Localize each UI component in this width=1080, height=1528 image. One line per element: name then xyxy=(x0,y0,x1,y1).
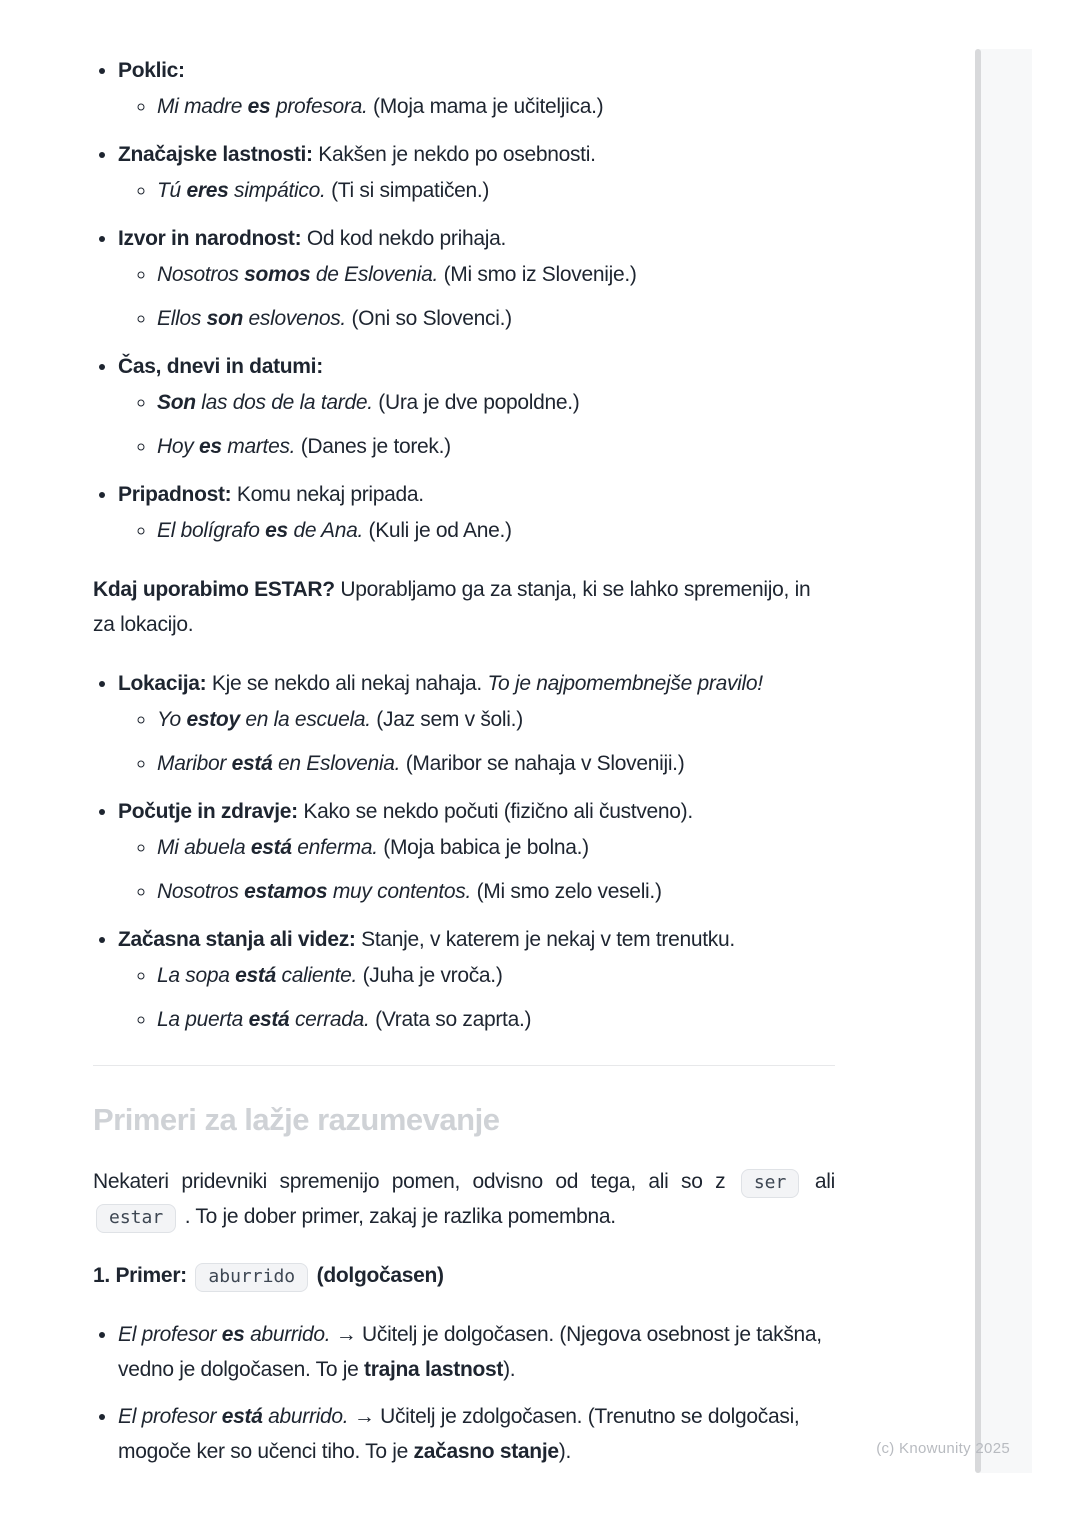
example-sublist xyxy=(118,830,835,909)
example-text: Ellos son eslovenos. (Oni so Slovenci.) xyxy=(157,307,512,330)
list-term: Začasna stanja ali videz: Stanje, v katerem je nekaj v tem trenutku. xyxy=(118,928,735,951)
example-text: Mi abuela está enferma. (Moja babica je bolna.) xyxy=(157,836,589,859)
example-item xyxy=(157,746,835,781)
example-item xyxy=(157,513,835,548)
watermark: (c) Knowunity 2025 xyxy=(876,1440,1010,1457)
example-text: Mi madre es profesora. (Moja mama je učiteljica.) xyxy=(157,95,604,118)
list-term: Čas, dnevi in datumi: xyxy=(118,355,323,378)
example-text: La puerta está cerrada. (Vrata so zaprta.) xyxy=(157,1008,532,1031)
primer-item-text: El profesor es aburrido. → Učitelj je dolgočasen. (Njegova osebnost je takšna, vedno je dolgočasen. To je trajna lastnost). xyxy=(118,1323,822,1381)
list-item xyxy=(118,477,835,548)
list-term: Počutje in zdravje: Kako se nekdo počuti (fizično ali čustveno). xyxy=(118,800,693,823)
example-text: Nosotros estamos muy contentos. (Mi smo zelo veseli.) xyxy=(157,880,662,903)
example-item xyxy=(157,429,835,464)
list-term: Značajske lastnosti: Kakšen je nekdo po osebnosti. xyxy=(118,143,596,166)
example-item xyxy=(157,958,835,993)
primer-1-label: 1. Primer: aburrido (dolgočasen) xyxy=(93,1258,835,1293)
estar-intro-paragraph: Kdaj uporabimo ESTAR? Uporabljamo ga za stanja, ki se lahko spremenijo, in za lokacijo. xyxy=(93,578,811,636)
list-item xyxy=(118,1317,835,1387)
example-sublist xyxy=(118,702,835,781)
example-item xyxy=(157,173,835,208)
document-page xyxy=(93,53,835,1469)
example-sublist xyxy=(118,89,835,124)
list-term: Lokacija: Kje se nekdo ali nekaj nahaja. To je najpomembnejše pravilo! xyxy=(118,672,763,695)
example-text: Hoy es martes. (Danes je torek.) xyxy=(157,435,451,458)
example-item xyxy=(157,702,835,737)
example-item xyxy=(157,301,835,336)
list-item xyxy=(118,794,835,909)
inline-code-chip: ser xyxy=(741,1169,800,1198)
example-sublist xyxy=(118,513,835,548)
example-text: La sopa está caliente. (Juha je vroča.) xyxy=(157,964,503,987)
example-text: Tú eres simpático. (Ti si simpatičen.) xyxy=(157,179,490,202)
example-item xyxy=(157,385,835,420)
example-sublist xyxy=(118,958,835,1037)
list-item xyxy=(118,922,835,1037)
example-item xyxy=(157,257,835,292)
list-item xyxy=(118,53,835,124)
example-sublist xyxy=(118,385,835,464)
list-item xyxy=(118,137,835,208)
example-text: Yo estoy en la escuela. (Jaz sem v šoli.) xyxy=(157,708,523,731)
list-item xyxy=(118,221,835,336)
example-text: Maribor está en Eslovenia. (Maribor se nahaja v Sloveniji.) xyxy=(157,752,685,775)
list-item xyxy=(118,349,835,464)
list-term: Pripadnost: Komu nekaj pripada. xyxy=(118,483,424,506)
scrollbar-thumb[interactable] xyxy=(975,49,981,1473)
example-text: Son las dos de la tarde. (Ura je dve popoldne.) xyxy=(157,391,580,414)
estar-usage-list xyxy=(93,666,835,1037)
list-item xyxy=(118,1399,835,1469)
example-sublist xyxy=(118,173,835,208)
ser-usage-list xyxy=(93,53,835,548)
primer-item-text: El profesor está aburrido. → Učitelj je zdolgočasen. (Trenutno se dolgočasi, mogoče ker so učenci tiho. To je začasno stanje). xyxy=(118,1405,800,1463)
example-item xyxy=(157,89,835,124)
section-divider xyxy=(93,1065,835,1066)
list-item xyxy=(118,666,835,781)
scrollbar-track[interactable] xyxy=(980,49,1032,1473)
example-item xyxy=(157,1002,835,1037)
inline-code-chip: aburrido xyxy=(195,1263,308,1292)
section-heading: Primeri za lažje razumevanje xyxy=(93,1102,500,1137)
example-item xyxy=(157,874,835,909)
primer-1-list xyxy=(93,1317,835,1469)
example-text: Nosotros somos de Eslovenia. (Mi smo iz Slovenije.) xyxy=(157,263,637,286)
example-text: El bolígrafo es de Ana. (Kuli je od Ane.) xyxy=(157,519,512,542)
inline-code-chip: estar xyxy=(96,1204,176,1233)
example-sublist xyxy=(118,257,835,336)
list-term: Poklic: xyxy=(118,59,185,82)
example-item xyxy=(157,830,835,865)
list-term: Izvor in narodnost: Od kod nekdo prihaja. xyxy=(118,227,507,250)
adjectives-paragraph: Nekateri pridevniki spremenijo pomen, odvisno od tega, ali so z ser ali estar . To je dober primer, zakaj je razlika pomembna. xyxy=(93,1164,835,1234)
